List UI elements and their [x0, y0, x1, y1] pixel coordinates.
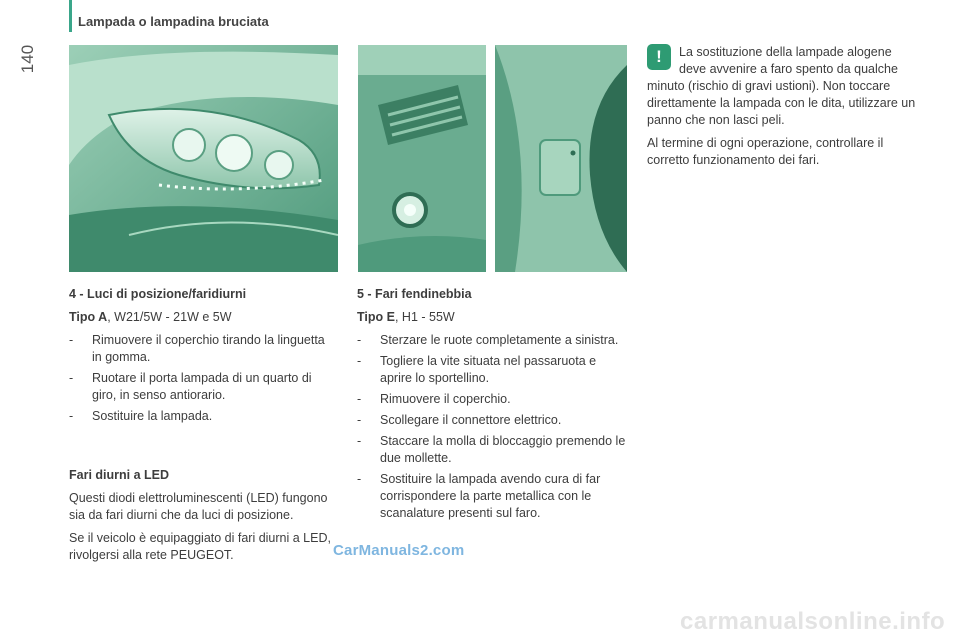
foglamp-illustration-right [495, 45, 627, 272]
position-lights-section [69, 286, 337, 429]
position-lights-steps [69, 332, 337, 425]
list-item: - Sostituire la lampada avendo cura di far corrispondere la parte metallica con le scanalature presenti sul faro. [357, 472, 601, 520]
foglamp-illustration-left [358, 45, 486, 272]
type-label: Tipo A [69, 310, 108, 324]
type-value: , W21/5W - 21W e 5W [107, 310, 232, 324]
led-paragraph-1: Questi diodi elettroluminescenti (LED) fungono sia da fari diurni che da luci di posizione. [69, 491, 328, 522]
type-value: , H1 - 55W [394, 310, 455, 324]
exclamation-icon: ! [647, 44, 671, 70]
page-number: 140 [18, 44, 37, 74]
led-section [69, 467, 331, 570]
list-item: - Staccare la molla di bloccaggio premendo le due mollette. [357, 434, 626, 465]
led-title: Fari diurni a LED [69, 468, 170, 482]
fog-lights-section [357, 286, 629, 526]
list-item: - Sterzare le ruote completamente a sinistra. [357, 333, 619, 347]
position-lights-title: 4 - Luci di posizione/faridiurni [69, 287, 247, 301]
type-label: Tipo E [357, 310, 395, 324]
warning-paragraph-1: La sostituzione della lampade alogene deve avvenire a faro spento da qualche minuto (rischio di gravi ustioni). Non toccare direttamente la lampada con le dita, utilizzare un panno che non lasci peli. [647, 45, 916, 127]
fog-lights-type [357, 309, 629, 326]
list-item: - Sostituire la lampada. [69, 409, 213, 423]
watermark-carmanualsonline: carmanualsonline.info [680, 608, 946, 635]
watermark-carmanuals: CarManuals2.com [333, 542, 465, 559]
accent-bar [69, 0, 72, 32]
list-item: - Rimuovere il coperchio. [357, 392, 511, 406]
page-header: Lampada o lampadina bruciata [78, 14, 269, 29]
list-item: - Rimuovere il coperchio tirando la linguetta in gomma. [69, 333, 325, 364]
warning-paragraph-2: Al termine di ogni operazione, controllare il corretto funzionamento dei fari. [647, 136, 884, 167]
list-item: - Scollegare il connettore elettrico. [357, 413, 562, 427]
fog-lights-title: 5 - Fari fendinebbia [357, 287, 472, 301]
headlight-illustration [69, 45, 338, 272]
position-lights-type [69, 309, 337, 326]
list-item: - Togliere la vite situata nel passaruota e aprire lo sportellino. [357, 354, 597, 385]
list-item: - Ruotare il porta lampada di un quarto di giro, in senso antiorario. [69, 371, 312, 402]
fog-lights-steps [357, 332, 629, 522]
led-paragraph-2: Se il veicolo è equipaggiato di fari diurni a LED, rivolgersi alla rete PEUGEOT. [69, 531, 331, 562]
warning-note [647, 44, 919, 175]
